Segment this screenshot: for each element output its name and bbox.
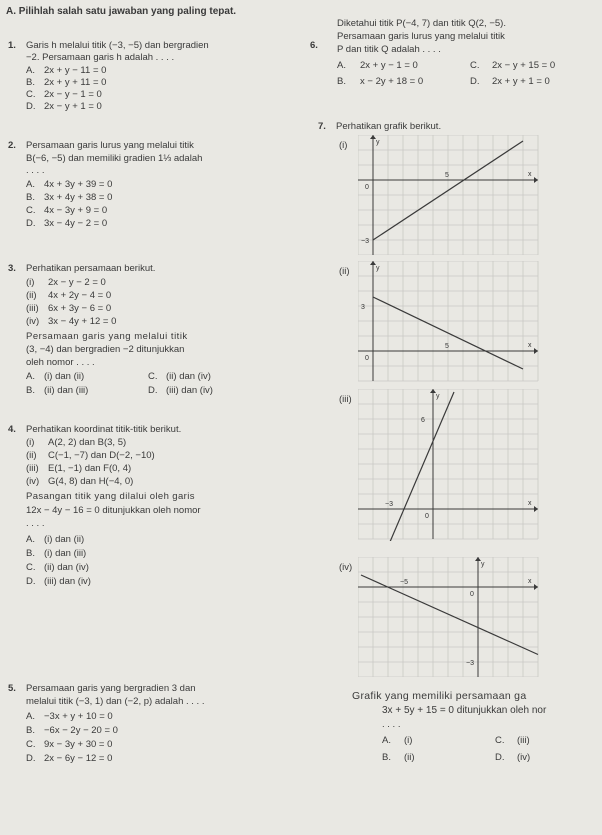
graph-3	[358, 389, 548, 541]
graph-svg	[358, 557, 548, 677]
q4-item-4-label: (iv)	[26, 476, 40, 487]
q3-option-a-label[interactable]: A.	[26, 371, 35, 382]
q7-option-d-label[interactable]: D.	[495, 752, 505, 763]
q5-option-b-label[interactable]: B.	[26, 725, 35, 736]
q3-item-1-label: (i)	[26, 277, 35, 288]
q5-option-a-label[interactable]: A.	[26, 711, 35, 722]
origin-label: 0	[425, 513, 429, 520]
y-intercept-label: 3	[361, 304, 365, 311]
q4-after-line3: . . . .	[26, 518, 45, 529]
origin-label: 0	[470, 591, 474, 598]
q7-option-d-text: (iv)	[517, 752, 531, 763]
graph-1	[358, 135, 548, 255]
q3-option-c-text: (ii) dan (iv)	[166, 371, 211, 382]
q5-option-a-text: −3x + y + 10 = 0	[44, 711, 113, 722]
q3-item-3-label: (iii)	[26, 303, 39, 314]
q7-option-b-label[interactable]: B.	[382, 752, 391, 763]
q6-option-a-text: 2x + y − 1 = 0	[360, 60, 418, 71]
q1-number: 1.	[8, 40, 16, 51]
origin-label: 0	[365, 355, 369, 362]
x-axis-arrow-icon	[534, 348, 538, 354]
q1-option-a-label[interactable]: A.	[26, 65, 35, 76]
graph-line	[388, 392, 454, 541]
graph-2	[358, 261, 548, 383]
q6-option-d-label[interactable]: D.	[470, 76, 480, 87]
y-axis-label: y	[481, 561, 485, 568]
q3-option-d-text: (iii) dan (iv)	[166, 385, 213, 396]
q6-stem-line1: Diketahui titik P(−4, 7) dan titik Q(2, −5).	[337, 18, 506, 29]
q2-stem-line2: B(−6, −5) dan memiliki gradien 1⅓ adalah	[26, 153, 203, 164]
q1-option-d-text: 2x − y + 1 = 0	[44, 101, 102, 112]
y-intercept-label: −3	[466, 660, 474, 667]
x-intercept-label: 5	[445, 172, 449, 179]
q4-item-2-label: (ii)	[26, 450, 37, 461]
graph-1-label: (i)	[339, 140, 348, 151]
y-axis-label: y	[376, 265, 380, 272]
q5-stem-line2: melalui titik (−3, 1) dan (−2, p) adalah . . . .	[26, 696, 205, 707]
graph-2-label: (ii)	[339, 266, 350, 277]
q6-option-d-text: 2x + y + 1 = 0	[492, 76, 550, 87]
x-axis-label: x	[528, 500, 532, 507]
q4-after-line1: Pasangan titik yang dilalui oleh garis	[26, 491, 195, 502]
q4-item-4-text: G(4, 8) dan H(−4, 0)	[48, 476, 134, 487]
x-axis-arrow-icon	[534, 506, 538, 512]
q7-stem: Perhatikan grafik berikut.	[336, 121, 442, 132]
q4-option-d-text: (iii) dan (iv)	[44, 576, 91, 587]
q1-stem-line1: Garis h melalui titik (−3, −5) dan bergradien	[26, 40, 209, 51]
q5-stem-line1: Persamaan garis yang bergradien 3 dan	[26, 683, 196, 694]
q2-option-b-label[interactable]: B.	[26, 192, 35, 203]
graph-3-label: (iii)	[339, 394, 352, 405]
q7-option-a-label[interactable]: A.	[382, 735, 391, 746]
x-intercept-label: −3	[385, 501, 393, 508]
section-header: A. Pilihlah salah satu jawaban yang paling tepat.	[6, 6, 237, 17]
q7-option-b-text: (ii)	[404, 752, 415, 763]
x-axis-label: x	[528, 342, 532, 349]
q7-after-line2: 3x + 5y + 15 = 0 ditunjukkan oleh nor	[382, 705, 547, 716]
q2-option-c-label[interactable]: C.	[26, 205, 36, 216]
q3-option-d-label[interactable]: D.	[148, 385, 158, 396]
q6-option-b-text: x − 2y + 18 = 0	[360, 76, 424, 87]
q4-item-3-text: E(1, −1) dan F(0, 4)	[48, 463, 132, 474]
q1-option-c-text: 2x − y − 1 = 0	[44, 89, 102, 100]
q2-option-a-text: 4x + 3y + 39 = 0	[44, 179, 113, 190]
q3-number: 3.	[8, 263, 16, 274]
q4-option-c-label[interactable]: C.	[26, 562, 36, 573]
x-axis-label: x	[528, 171, 532, 178]
q5-option-b-text: −6x − 2y − 20 = 0	[44, 725, 118, 736]
q7-option-c-label[interactable]: C.	[495, 735, 505, 746]
y-intercept-label: −3	[361, 238, 369, 245]
q1-option-d-label[interactable]: D.	[26, 101, 36, 112]
q6-option-a-label[interactable]: A.	[337, 60, 346, 71]
graph-4	[358, 557, 548, 677]
q1-stem-line2: −2. Persamaan garis h adalah . . . .	[26, 52, 175, 63]
y-axis-label: y	[436, 393, 440, 400]
q4-option-b-text: (i) dan (iii)	[44, 548, 87, 559]
q3-item-4-text: 3x − 4y + 12 = 0	[48, 316, 117, 327]
q4-after-line2: 12x − 4y − 16 = 0 ditunjukkan oleh nomor	[26, 505, 201, 516]
q3-option-b-label[interactable]: B.	[26, 385, 35, 396]
q2-option-d-text: 3x − 4y − 2 = 0	[44, 218, 108, 229]
q6-option-b-label[interactable]: B.	[337, 76, 346, 87]
q3-item-4-label: (iv)	[26, 316, 40, 327]
q4-item-1-text: A(2, 2) dan B(3, 5)	[48, 437, 127, 448]
q5-option-d-label[interactable]: D.	[26, 753, 36, 764]
x-intercept-label: −5	[400, 579, 408, 586]
q4-stem: Perhatikan koordinat titik-titik berikut.	[26, 424, 182, 435]
q3-after-line2: (3, −4) dan bergradien −2 ditunjukkan	[26, 344, 185, 355]
q5-option-d-text: 2x − 6y − 12 = 0	[44, 753, 113, 764]
q1-option-a-text: 2x + y − 11 = 0	[44, 65, 107, 76]
q1-option-b-text: 2x + y + 11 = 0	[44, 77, 107, 88]
graph-svg	[358, 135, 548, 255]
q2-number: 2.	[8, 140, 16, 151]
q7-option-a-text: (i)	[404, 735, 413, 746]
q5-option-c-text: 9x − 3y + 30 = 0	[44, 739, 113, 750]
q4-option-d-label[interactable]: D.	[26, 576, 36, 587]
q7-number: 7.	[318, 121, 326, 132]
y-intercept-label: 6	[421, 417, 425, 424]
x-axis-arrow-icon	[534, 177, 538, 183]
q5-number: 5.	[8, 683, 16, 694]
q3-item-1-text: 2x − y − 2 = 0	[48, 277, 106, 288]
q6-number: 6.	[310, 40, 318, 51]
q2-option-d-label[interactable]: D.	[26, 218, 36, 229]
q2-option-c-text: 4x − 3y + 9 = 0	[44, 205, 108, 216]
q3-option-c-label[interactable]: C.	[148, 371, 158, 382]
q3-option-b-text: (ii) dan (iii)	[44, 385, 89, 396]
q7-after-line1: Grafik yang memiliki persamaan ga	[352, 690, 527, 702]
q3-item-3-text: 6x + 3y − 6 = 0	[48, 303, 112, 314]
q3-stem: Perhatikan persamaan berikut.	[26, 263, 156, 274]
q7-option-c-text: (iii)	[517, 735, 530, 746]
q2-option-b-text: 3x + 4y + 38 = 0	[44, 192, 113, 203]
q1-option-c-label[interactable]: C.	[26, 89, 36, 100]
q4-option-a-text: (i) dan (ii)	[44, 534, 85, 545]
q3-option-a-text: (i) dan (ii)	[44, 371, 85, 382]
q3-item-2-text: 4x + 2y − 4 = 0	[48, 290, 112, 301]
origin-label: 0	[365, 184, 369, 191]
q6-stem-line3: P dan titik Q adalah . . . .	[337, 44, 441, 55]
graph-svg	[358, 389, 548, 541]
q4-item-2-text: C(−1, −7) dan D(−2, −10)	[48, 450, 155, 461]
q6-stem-line2: Persamaan garis lurus yang melalui titik	[337, 31, 505, 42]
q4-option-c-text: (ii) dan (iv)	[44, 562, 89, 573]
q1-option-b-label[interactable]: B.	[26, 77, 35, 88]
q4-item-3-label: (iii)	[26, 463, 39, 474]
x-intercept-label: 5	[445, 343, 449, 350]
graph-4-label: (iv)	[339, 562, 353, 573]
q4-number: 4.	[8, 424, 16, 435]
q4-item-1-label: (i)	[26, 437, 35, 448]
q5-option-c-label[interactable]: C.	[26, 739, 36, 750]
x-axis-label: x	[528, 578, 532, 585]
graph-svg	[358, 261, 548, 383]
q3-after-line1: Persamaan garis yang melalui titik	[26, 331, 188, 342]
y-axis-label: y	[376, 139, 380, 146]
q2-stem-line3: . . . .	[26, 165, 45, 176]
q2-stem-line1: Persamaan garis lurus yang melalui titik	[26, 140, 194, 151]
q3-after-line3: oleh nomor . . . .	[26, 357, 95, 368]
q2-option-a-label[interactable]: A.	[26, 179, 35, 190]
q6-option-c-text: 2x − y + 15 = 0	[492, 60, 556, 71]
q3-item-2-label: (ii)	[26, 290, 37, 301]
x-axis-arrow-icon	[534, 584, 538, 590]
q7-after-line3: . . . .	[382, 719, 401, 730]
q6-option-c-label[interactable]: C.	[470, 60, 480, 71]
q4-option-a-label[interactable]: A.	[26, 534, 35, 545]
q4-option-b-label[interactable]: B.	[26, 548, 35, 559]
